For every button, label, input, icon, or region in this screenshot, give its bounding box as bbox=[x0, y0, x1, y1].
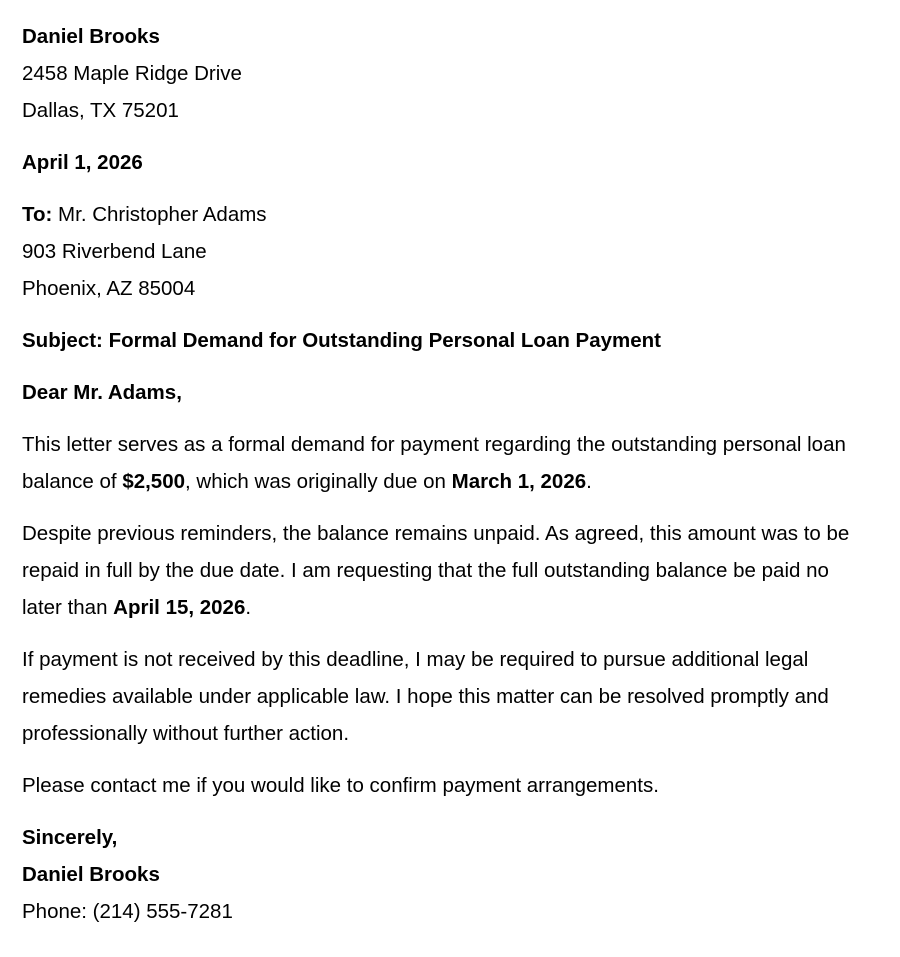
recipient-address-block bbox=[22, 196, 878, 307]
sender-city-state-zip: Dallas, TX 75201 bbox=[22, 99, 179, 122]
body-paragraph-3: If payment is not received by this deadline, I may be required to pursue additional legal remedies available under applicable law. I hope this matter can be resolved promptly and professionally without further action. bbox=[22, 648, 829, 745]
body-paragraph-2-block bbox=[22, 515, 878, 626]
original-due-date: March 1, 2026 bbox=[451, 470, 587, 493]
sender-name: Daniel Brooks bbox=[22, 25, 160, 48]
paragraph-2-text-part-2: . bbox=[245, 596, 252, 619]
sign-off: Sincerely, bbox=[22, 826, 118, 849]
closing-block bbox=[22, 819, 878, 930]
payment-deadline-date: April 15, 2026 bbox=[113, 596, 246, 619]
loan-amount: $2,500 bbox=[122, 470, 186, 493]
signer-name: Daniel Brooks bbox=[22, 863, 160, 886]
paragraph-2-text-part-1: Despite previous reminders, the balance remains unpaid. As agreed, this amount was to be repaid in full by the due date. I am requesting that the full outstanding balance be paid no later than bbox=[22, 522, 850, 619]
recipient-line bbox=[22, 196, 878, 233]
paragraph-1-text-part-3: . bbox=[586, 470, 592, 493]
sender-street: 2458 Maple Ridge Drive bbox=[22, 62, 242, 85]
body-paragraph-1-block bbox=[22, 426, 878, 500]
recipient-to-label: To: bbox=[22, 203, 53, 226]
body-paragraph-3-block bbox=[22, 641, 878, 752]
paragraph-1-text-part-1: This letter serves as a formal demand for payment regarding the outstanding personal loan balance of bbox=[22, 433, 846, 493]
subject-block bbox=[22, 322, 878, 359]
date-block bbox=[22, 144, 878, 181]
recipient-street: 903 Riverbend Lane bbox=[22, 240, 207, 263]
recipient-name: Mr. Christopher Adams bbox=[52, 203, 267, 226]
letter-date: April 1, 2026 bbox=[22, 151, 143, 174]
body-paragraph-2 bbox=[22, 515, 867, 626]
salutation: Dear Mr. Adams, bbox=[22, 381, 182, 404]
sender-address-block bbox=[22, 18, 878, 129]
body-paragraph-4-block bbox=[22, 767, 878, 804]
recipient-city-state-zip: Phoenix, AZ 85004 bbox=[22, 277, 196, 300]
paragraph-1-text-part-2: , which was originally due on bbox=[185, 470, 452, 493]
signer-phone: Phone: (214) 555-7281 bbox=[22, 900, 233, 923]
salutation-block bbox=[22, 374, 878, 411]
body-paragraph-1 bbox=[22, 426, 867, 500]
subject-line: Subject: Formal Demand for Outstanding Personal Loan Payment bbox=[22, 329, 662, 352]
body-paragraph-4: Please contact me if you would like to confirm payment arrangements. bbox=[22, 774, 659, 797]
